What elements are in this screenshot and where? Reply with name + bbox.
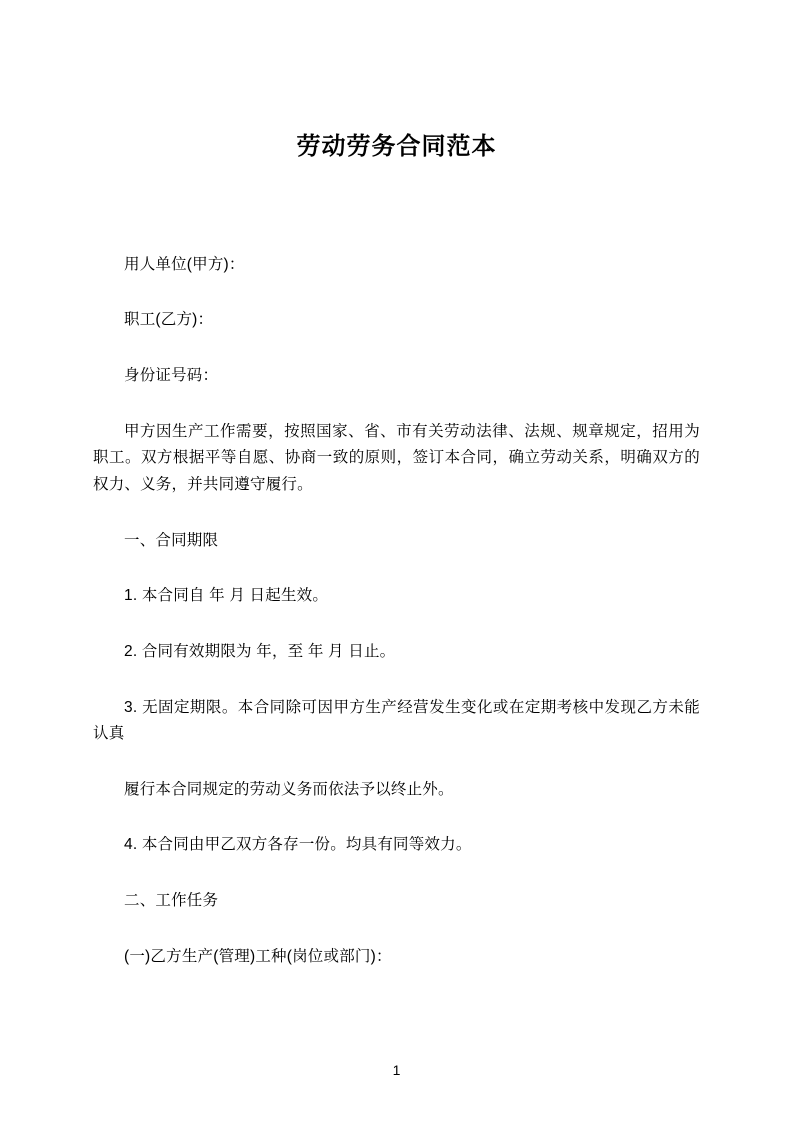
- paragraph-clause-1-1: 1. 本合同自 年 月 日起生效。: [124, 587, 329, 605]
- paragraph-id-number: 身份证号码：: [124, 366, 219, 384]
- document-body: [93, 164, 700, 971]
- paragraph-employer: 用人单位(甲方)：: [124, 255, 245, 273]
- page-number: 1: [392, 1062, 401, 1078]
- paragraph-clause-2-1: (一)乙方生产(管理)工种(岗位或部门)：: [124, 947, 392, 965]
- paragraph-clause-1-3: 3. 无固定期限。本合同除可因甲方生产经营发生变化或在定期考核中发现乙方未能认真: [93, 698, 700, 743]
- paragraph-clause-1-3-continued: 履行本合同规定的劳动义务而依法予以终止外。: [124, 780, 454, 798]
- paragraph-preamble: 甲方因生产工作需要，按照国家、省、市有关劳动法律、法规、规章规定，招用为职工。双方根据平等自愿、协商一致的原则，签订本合同，确立劳动关系，明确双方的权力、义务，并共同遵守履行。: [93, 422, 700, 493]
- heading-section-2: 二、工作任务: [124, 892, 219, 910]
- paragraph-employee: 职工(乙方)：: [124, 311, 214, 329]
- page-title: 劳动劳务合同范本: [296, 133, 497, 160]
- paragraph-clause-1-4: 4. 本合同由甲乙双方各存一份。均具有同等效力。: [124, 836, 472, 854]
- paragraph-clause-1-2: 2. 合同有效期限为 年，至 年 月 日止。: [124, 642, 396, 660]
- heading-section-1: 一、合同期限: [124, 531, 219, 549]
